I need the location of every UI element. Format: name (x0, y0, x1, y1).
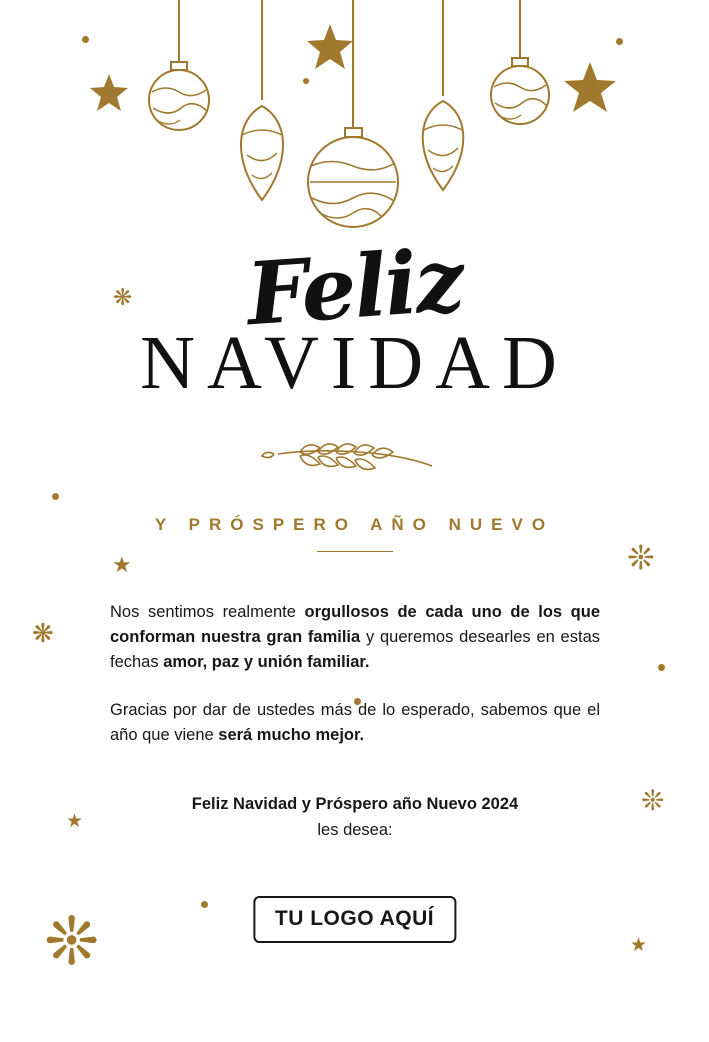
subtitle: Y PRÓSPERO AÑO NUEVO (154, 515, 555, 534)
message-body (110, 600, 600, 748)
snowflake-icon: ❊ (44, 904, 100, 978)
closing-line-2: les desea: (317, 820, 393, 839)
title-serif-word: NAVIDAD (140, 321, 569, 405)
dot-icon (303, 78, 309, 84)
subtitle-rule (317, 551, 393, 552)
snowflake-icon: ❋ (113, 284, 133, 310)
star-icon: ★ (630, 935, 648, 956)
dot-icon (82, 36, 89, 43)
ornaments-svg (0, 0, 709, 240)
star-icon: ★ (66, 811, 84, 832)
page-title (0, 229, 709, 405)
closing-line-1: Feliz Navidad y Próspero año Nuevo 2024 (191, 795, 519, 813)
dot-icon (658, 664, 665, 671)
title-script-word: Feliz (243, 229, 466, 346)
dot-icon (52, 493, 59, 500)
logo-placeholder[interactable]: TU LOGO AQUÍ (253, 896, 456, 943)
snowflake-icon: ❊ (641, 785, 665, 816)
paragraph-2: Gracias por dar de ustedes más de lo esperado, sabemos que el año que viene será mucho mejor. (110, 701, 600, 744)
star-icon: ★ (112, 552, 132, 577)
hanging-ornaments-group (0, 0, 709, 240)
snowflake-icon: ❊ (627, 539, 655, 576)
laurel-branch-icon (260, 440, 450, 480)
dot-icon (616, 38, 623, 45)
snowflake-icon: ❋ (32, 618, 54, 648)
paragraph-1: Nos sentimos realmente orgullosos de cada uno de los que conforman nuestra gran familia y queremos desearles en estas fechas amor, paz y unión familiar. (110, 603, 601, 671)
dot-icon (201, 901, 208, 908)
closing-block (110, 792, 600, 843)
laurel-divider (0, 440, 709, 485)
